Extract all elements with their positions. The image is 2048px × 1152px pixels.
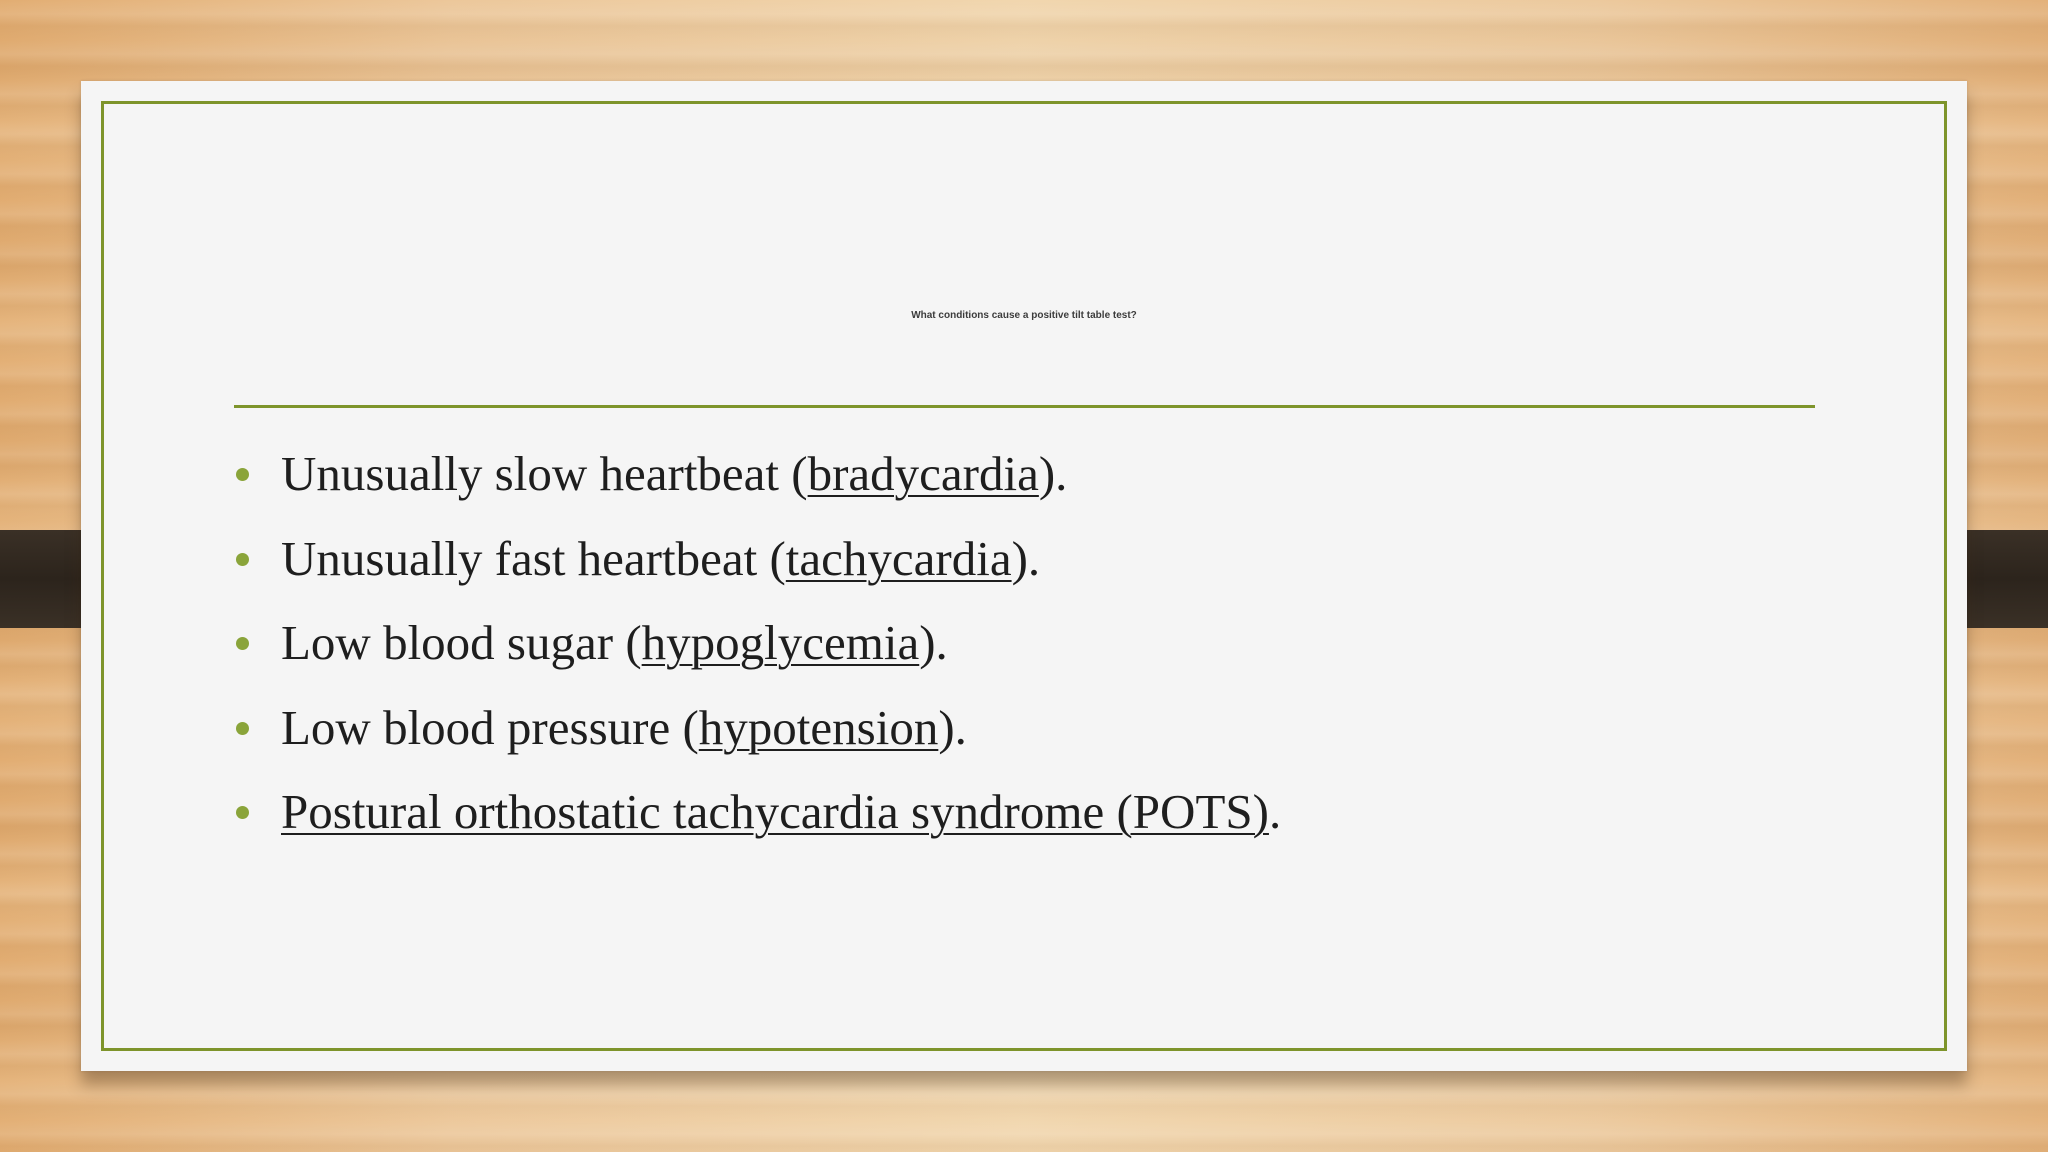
bullet-dot-icon: [236, 637, 249, 650]
hypotension-link[interactable]: hypotension: [698, 699, 939, 755]
bullet-item-hypotension: [234, 686, 1281, 771]
bullet-item-hypoglycemia: [234, 601, 1281, 686]
bullet-suffix: ).: [919, 615, 948, 670]
bradycardia-link[interactable]: bradycardia: [807, 446, 1039, 501]
bullet-dot-icon: [236, 806, 249, 819]
bullet-suffix: ).: [1011, 530, 1041, 586]
bullet-text: Low blood sugar (: [281, 615, 642, 670]
bullet-list: [234, 432, 1281, 855]
bullet-text: Low blood pressure (: [281, 699, 699, 755]
title-divider: [234, 405, 1815, 408]
bullet-item-pots: [234, 770, 1281, 855]
bullet-text: Unusually fast heartbeat (: [281, 530, 786, 586]
slide-title: What conditions cause a positive tilt table test?: [911, 310, 1137, 321]
tachycardia-link[interactable]: tachycardia: [785, 530, 1012, 586]
bullet-suffix: ).: [938, 699, 967, 755]
bullet-suffix: ).: [1038, 446, 1068, 501]
bullet-dot-icon: [236, 553, 249, 566]
bullet-suffix: .: [1268, 784, 1282, 839]
bullet-dot-icon: [236, 722, 249, 735]
pots-link[interactable]: Postural orthostatic tachycardia syndrome (POTS): [281, 784, 1269, 839]
bullet-text: Unusually slow heartbeat (: [281, 446, 808, 501]
hypoglycemia-link[interactable]: hypoglycemia: [641, 615, 920, 670]
bullet-dot-icon: [236, 468, 249, 481]
bullet-item-tachycardia: [234, 517, 1281, 602]
bullet-item-bradycardia: [234, 432, 1281, 517]
